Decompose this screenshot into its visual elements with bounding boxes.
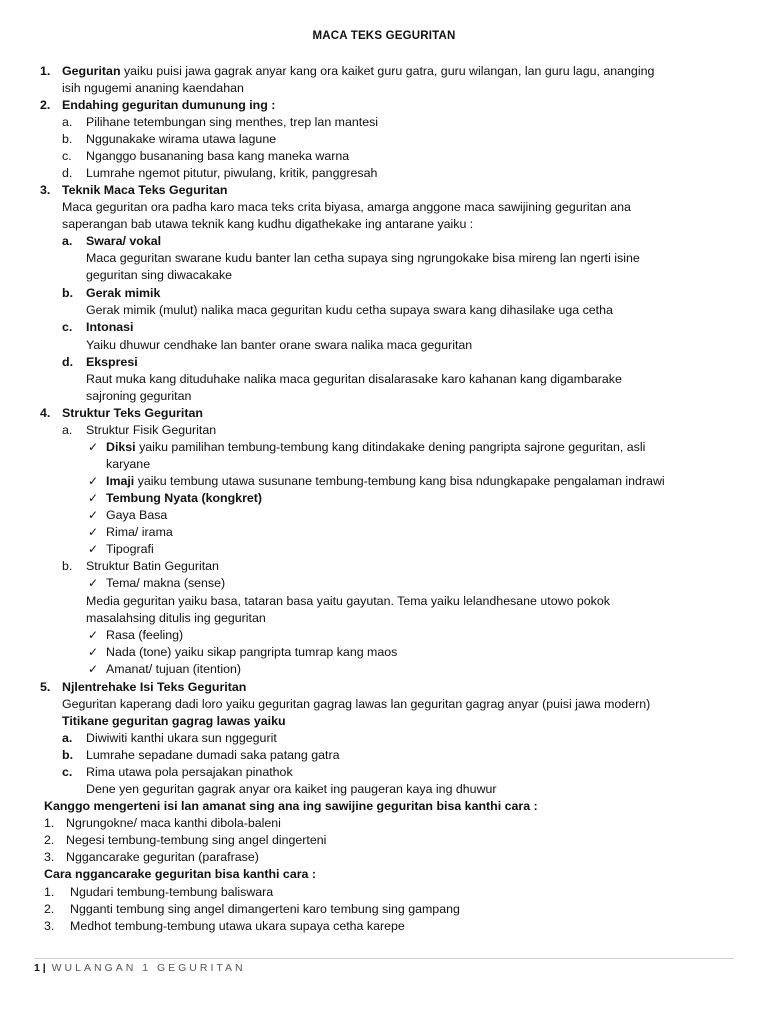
check-item-tema: Tema/ makna (sense) bbox=[106, 576, 226, 590]
document-title: MACA TEKS GEGURITAN bbox=[312, 30, 456, 42]
diksi-definition: yaiku pamilihan tembung-tembung kang ditindakake dening pangripta sajrone geguritan, asli bbox=[135, 440, 646, 454]
section-5-heading: Njlentrehake Isi Teks Geguritan bbox=[62, 680, 247, 694]
paragraph: geguritan sing diwacakake bbox=[86, 268, 233, 282]
list-marker: 3. bbox=[44, 919, 55, 933]
list-item: Lumrahe ngemot pitutur, piwulang, kritik, panggresah bbox=[86, 166, 378, 180]
check-item-rima: Rima/ irama bbox=[106, 525, 173, 539]
paragraph: Maca geguritan swarane kudu banter lan cetha supaya sing ngrungokake bisa mireng lan ngerti isine bbox=[86, 251, 640, 265]
list-marker: c. bbox=[62, 320, 73, 334]
list-item: Medhot tembung-tembung utawa ukara supaya cetha karepe bbox=[70, 919, 405, 933]
section-1-text bbox=[62, 64, 654, 79]
check-item-imaji bbox=[106, 474, 665, 489]
section-3-intro-cont: saperangan bab utawa teknik kang kudhu digathekake ing antarane yaiku : bbox=[62, 217, 474, 231]
subheading-struktur-fisik: Struktur Fisik Geguritan bbox=[86, 423, 217, 437]
check-item-diksi-cont: karyane bbox=[106, 457, 151, 471]
footer-divider bbox=[34, 958, 734, 959]
paragraph: Yaiku dhuwur cendhake lan banter orane swara nalika maca geguritan bbox=[86, 338, 473, 352]
check-item-amanat: Amanat/ tujuan (itention) bbox=[106, 662, 241, 676]
check-icon: ✓ bbox=[88, 662, 99, 676]
list-marker: d. bbox=[62, 166, 73, 180]
list-marker: a. bbox=[62, 115, 73, 129]
paragraph: Media geguritan yaiku basa, tataran basa yaitu gayutan. Tema yaiku lelandhesane utowo pokok bbox=[86, 594, 610, 608]
term-diksi: Diksi bbox=[106, 440, 136, 454]
list-item: Nganggo busananing basa kang maneka warna bbox=[86, 149, 350, 163]
page-footer bbox=[34, 962, 246, 974]
paragraph: Raut muka kang dituduhake nalika maca geguritan disalarasake karo kahanan kang digambarake bbox=[86, 372, 622, 386]
paragraph: Dene yen geguritan gagrak anyar ora kaiket ing paugeran kaya ing dhuwur bbox=[86, 782, 497, 796]
term-imaji: Imaji bbox=[106, 474, 135, 488]
section-1-definition: yaiku puisi jawa gagrak anyar kang ora kaiket guru gatra, guru wilangan, lan guru lagu, ananging bbox=[120, 64, 655, 78]
subheading-intonasi: Intonasi bbox=[86, 320, 134, 334]
section-4-number: 4. bbox=[40, 406, 51, 420]
section-4-heading: Struktur Teks Geguritan bbox=[62, 406, 203, 420]
section-2-number: 2. bbox=[40, 98, 51, 112]
check-item-tipografi: Tipografi bbox=[106, 542, 154, 556]
check-icon: ✓ bbox=[88, 628, 99, 642]
section-3-intro: Maca geguritan ora padha karo maca teks crita biyasa, amarga anggone maca sawijining geguritan ana bbox=[62, 200, 631, 214]
list-marker: a. bbox=[62, 731, 73, 745]
list-marker: d. bbox=[62, 355, 74, 369]
list-item: Diwiwiti kanthi ukara sun nggegurit bbox=[86, 731, 277, 745]
subheading-ekspresi: Ekspresi bbox=[86, 355, 138, 369]
paragraph: Gerak mimik (mulut) nalika maca geguritan kudu cetha supaya swara kang dihasilake uga cetha bbox=[86, 303, 613, 317]
list-item: Rima utawa pola persajakan pinathok bbox=[86, 765, 293, 779]
list-marker: b. bbox=[62, 559, 73, 573]
list-item: Ngrungokne/ maca kanthi dibola-baleni bbox=[66, 816, 281, 830]
subheading-swara: Swara/ vokal bbox=[86, 234, 162, 248]
list-marker: c. bbox=[62, 149, 72, 163]
paragraph: Geguritan kaperang dadi loro yaiku geguritan gagrag lawas lan geguritan gagrag anyar (puisi jawa modern) bbox=[62, 697, 651, 711]
list-marker: b. bbox=[62, 748, 74, 762]
imaji-definition: yaiku tembung utawa susunane tembung-tembung kang bisa ndungkapake pengalaman indrawi bbox=[134, 474, 665, 488]
subheading-titikane: Titikane geguritan gagrag lawas yaiku bbox=[62, 714, 286, 728]
list-marker: b. bbox=[62, 286, 74, 300]
check-icon: ✓ bbox=[88, 440, 99, 454]
check-item-gaya-basa: Gaya Basa bbox=[106, 508, 168, 522]
list-item: Pilihane tetembungan sing menthes, trep lan mantesi bbox=[86, 115, 379, 129]
list-item: Ngganti tembung sing angel dimangerteni karo tembung sing gampang bbox=[70, 902, 460, 916]
list-item: Nggunakake wirama utawa lagune bbox=[86, 132, 277, 146]
check-item-rasa: Rasa (feeling) bbox=[106, 628, 184, 642]
list-marker: c. bbox=[62, 765, 73, 779]
list-item: Nggancarake geguritan (parafrase) bbox=[66, 850, 259, 864]
section-1-text-cont: isih ngugemi ananing kaendahan bbox=[62, 81, 244, 95]
check-item-nada: Nada (tone) yaiku sikap pangripta tumrap kang maos bbox=[106, 645, 398, 659]
section-2-heading: Endahing geguritan dumunung ing : bbox=[62, 98, 276, 112]
check-icon: ✓ bbox=[88, 542, 99, 556]
list-marker: a. bbox=[62, 423, 73, 437]
section-3-heading: Teknik Maca Teks Geguritan bbox=[62, 183, 228, 197]
list-marker: b. bbox=[62, 132, 73, 146]
section-7-heading: Cara nggancarake geguritan bisa kanthi cara : bbox=[44, 867, 317, 881]
check-icon: ✓ bbox=[88, 645, 99, 659]
paragraph: masalahsing ditulis ing geguritan bbox=[86, 611, 266, 625]
list-item: Negesi tembung-tembung sing angel dingerteni bbox=[66, 833, 327, 847]
check-icon: ✓ bbox=[88, 525, 99, 539]
section-3-number: 3. bbox=[40, 183, 51, 197]
paragraph: sajroning geguritan bbox=[86, 389, 192, 403]
subheading-struktur-batin: Struktur Batin Geguritan bbox=[86, 559, 219, 573]
list-marker: 2. bbox=[44, 902, 55, 916]
list-item: Ngudari tembung-tembung baliswara bbox=[70, 885, 274, 899]
list-marker: 1. bbox=[44, 816, 55, 830]
check-icon: ✓ bbox=[88, 491, 99, 505]
list-marker: 3. bbox=[44, 850, 55, 864]
check-icon: ✓ bbox=[88, 576, 99, 590]
section-1-term: Geguritan bbox=[62, 64, 121, 78]
check-icon: ✓ bbox=[88, 508, 99, 522]
section-5-number: 5. bbox=[40, 680, 51, 694]
section-6-heading: Kanggo mengerteni isi lan amanat sing ana ing sawijine geguritan bisa kanthi cara : bbox=[44, 799, 538, 813]
check-item-diksi bbox=[106, 440, 645, 455]
footer-title: WULANGAN 1 GEGURITAN bbox=[51, 962, 246, 974]
list-marker: a. bbox=[62, 234, 73, 248]
list-item: Lumrahe sepadane dumadi saka patang gatra bbox=[86, 748, 340, 762]
check-item-tembung-nyata: Tembung Nyata (kongkret) bbox=[106, 491, 263, 505]
list-marker: 2. bbox=[44, 833, 55, 847]
check-icon: ✓ bbox=[88, 474, 99, 488]
section-1-number: 1. bbox=[40, 64, 51, 78]
list-marker: 1. bbox=[44, 885, 55, 899]
subheading-gerak-mimik: Gerak mimik bbox=[86, 286, 161, 300]
page-number: 1 | bbox=[34, 962, 46, 974]
